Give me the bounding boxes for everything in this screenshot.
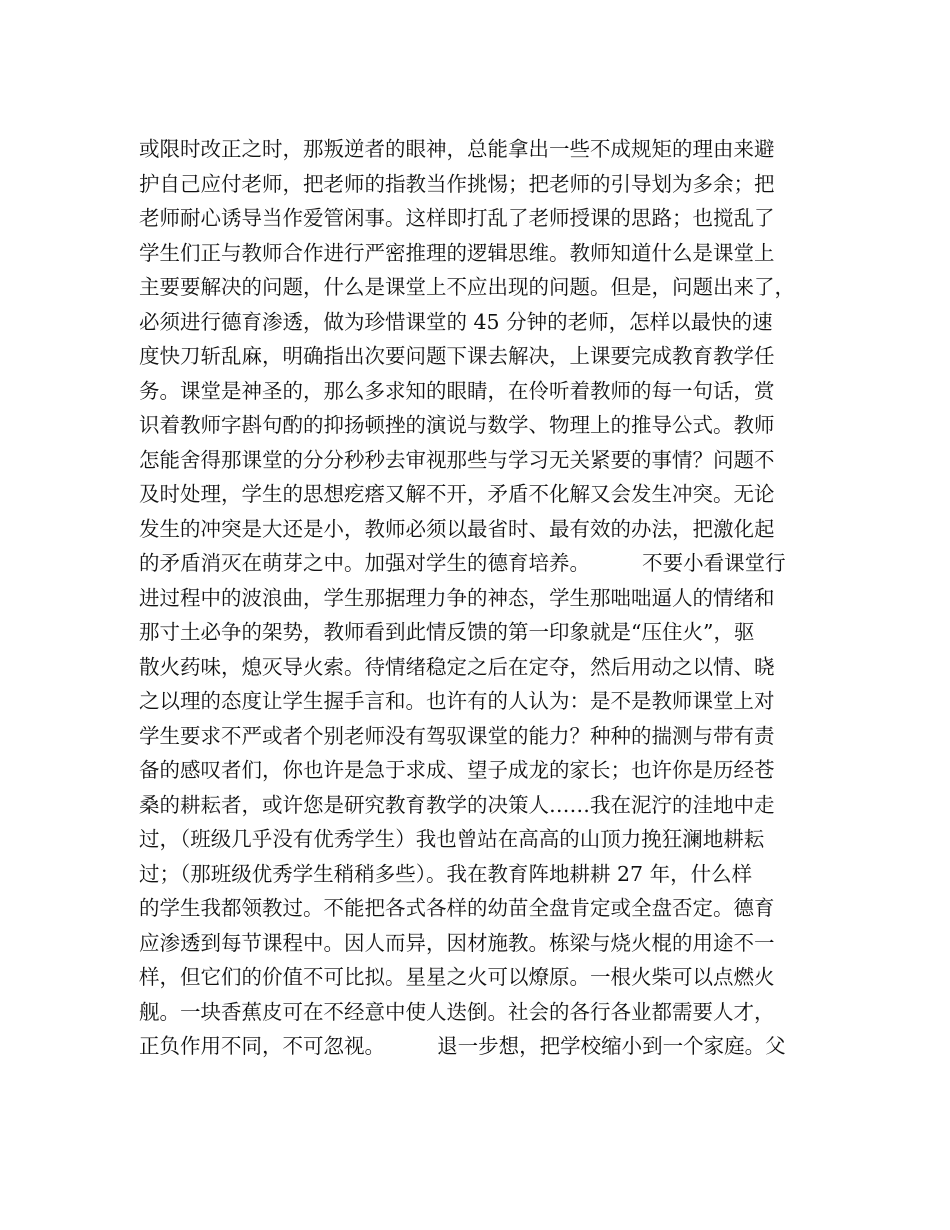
body-text	[139, 132, 819, 1064]
text-line: 应渗透到每节课程中。因人而异，因材施教。栋梁与烧火棍的用途不一	[139, 930, 775, 955]
text-line: 识着教师字斟句酌的抑扬顿挫的演说与数学、物理上的推导公式。教师	[139, 413, 775, 437]
text-line: 老师耐心诱导当作爱管闲事。这样即打乱了老师授课的思路；也搅乱了	[139, 206, 775, 230]
text-line: 及时处理，学生的思想疙瘩又解不开，矛盾不化解又会发生冲突。无论	[139, 482, 775, 506]
text-line: 样，但它们的价值不可比拟。星星之火可以燎原。一根火柴可以点燃火	[139, 965, 775, 989]
text-line: 过；（那班级优秀学生稍稍多些）。我在教育阵地耕耕 27 年，什么样	[139, 861, 753, 886]
text-line: 度快刀斩乱麻，明确指出次要问题下课去解决，上课要完成教育教学任	[139, 344, 775, 368]
text-line: 务。课堂是神圣的，那么多求知的眼睛，在伶听着教师的每一句话，赏	[139, 378, 775, 403]
text-line: 学生要求不严或者个别老师没有驾驭课堂的能力？种种的揣测与带有责	[139, 723, 775, 748]
text-line: 之以理的态度让学生握手言和。也许有的人认为：是不是教师课堂上对	[139, 689, 775, 713]
text-line: 桑的耕耘者，或许您是研究教育教学的决策人……我在泥泞的洼地中走	[139, 792, 775, 817]
text-line: 怎能舍得那课堂的分分秒秒去审视那些与学习无关紧要的事情？问题不	[139, 447, 775, 472]
text-line: 必须进行德育渗透，做为珍惜课堂的 45 分钟的老师，怎样以最快的速	[139, 309, 773, 334]
text-line: 过，（班级几乎没有优秀学生）我也曾站在高高的山顶力挽狂澜地耕耘	[139, 827, 765, 851]
text-line: 发生的冲突是大还是小，教师必须以最省时、最有效的办法，把激化起	[139, 516, 775, 541]
text-line: 学生们正与教师合作进行严密推理的逻辑思维。教师知道什么是课堂上	[139, 240, 775, 265]
text-line: 的矛盾消灭在萌芽之中。加强对学生的德育培养。 不要小看课堂行	[139, 551, 786, 575]
text-line: 舰。一块香蕉皮可在不经意中使人迭倒。社会的各行各业都需要人才，	[139, 999, 775, 1024]
text-line: 主要要解决的问题，什么是课堂上不应出现的问题。但是，问题出来了，	[139, 275, 795, 299]
text-line: 或限时改正之时，那叛逆者的眼神，总能拿出一些不成规矩的理由来避	[139, 137, 775, 161]
text-line: 备的感叹者们，你也许是急于求成、望子成龙的家长；也许你是历经苍	[139, 758, 775, 782]
text-line: 进过程中的波浪曲，学生那据理力争的神态，学生那咄咄逼人的情绪和	[139, 585, 775, 610]
text-line: 那寸土必争的架势，教师看到此情反馈的第一印象就是“压住火”，驱	[139, 620, 755, 644]
text-line: 正负作用不同，不可忽视。 退一步想，把学校缩小到一个家庭。父	[139, 1034, 786, 1058]
text-line: 散火药味，熄灭导火索。待情绪稳定之后在定夺，然后用动之以情、晓	[139, 654, 775, 679]
text-line: 护自己应付老师，把老师的指教当作挑惕；把老师的引导划为多余；把	[139, 171, 775, 196]
text-line: 的学生我都领教过。不能把各式各样的幼苗全盘肯定或全盘否定。德育	[139, 896, 775, 920]
